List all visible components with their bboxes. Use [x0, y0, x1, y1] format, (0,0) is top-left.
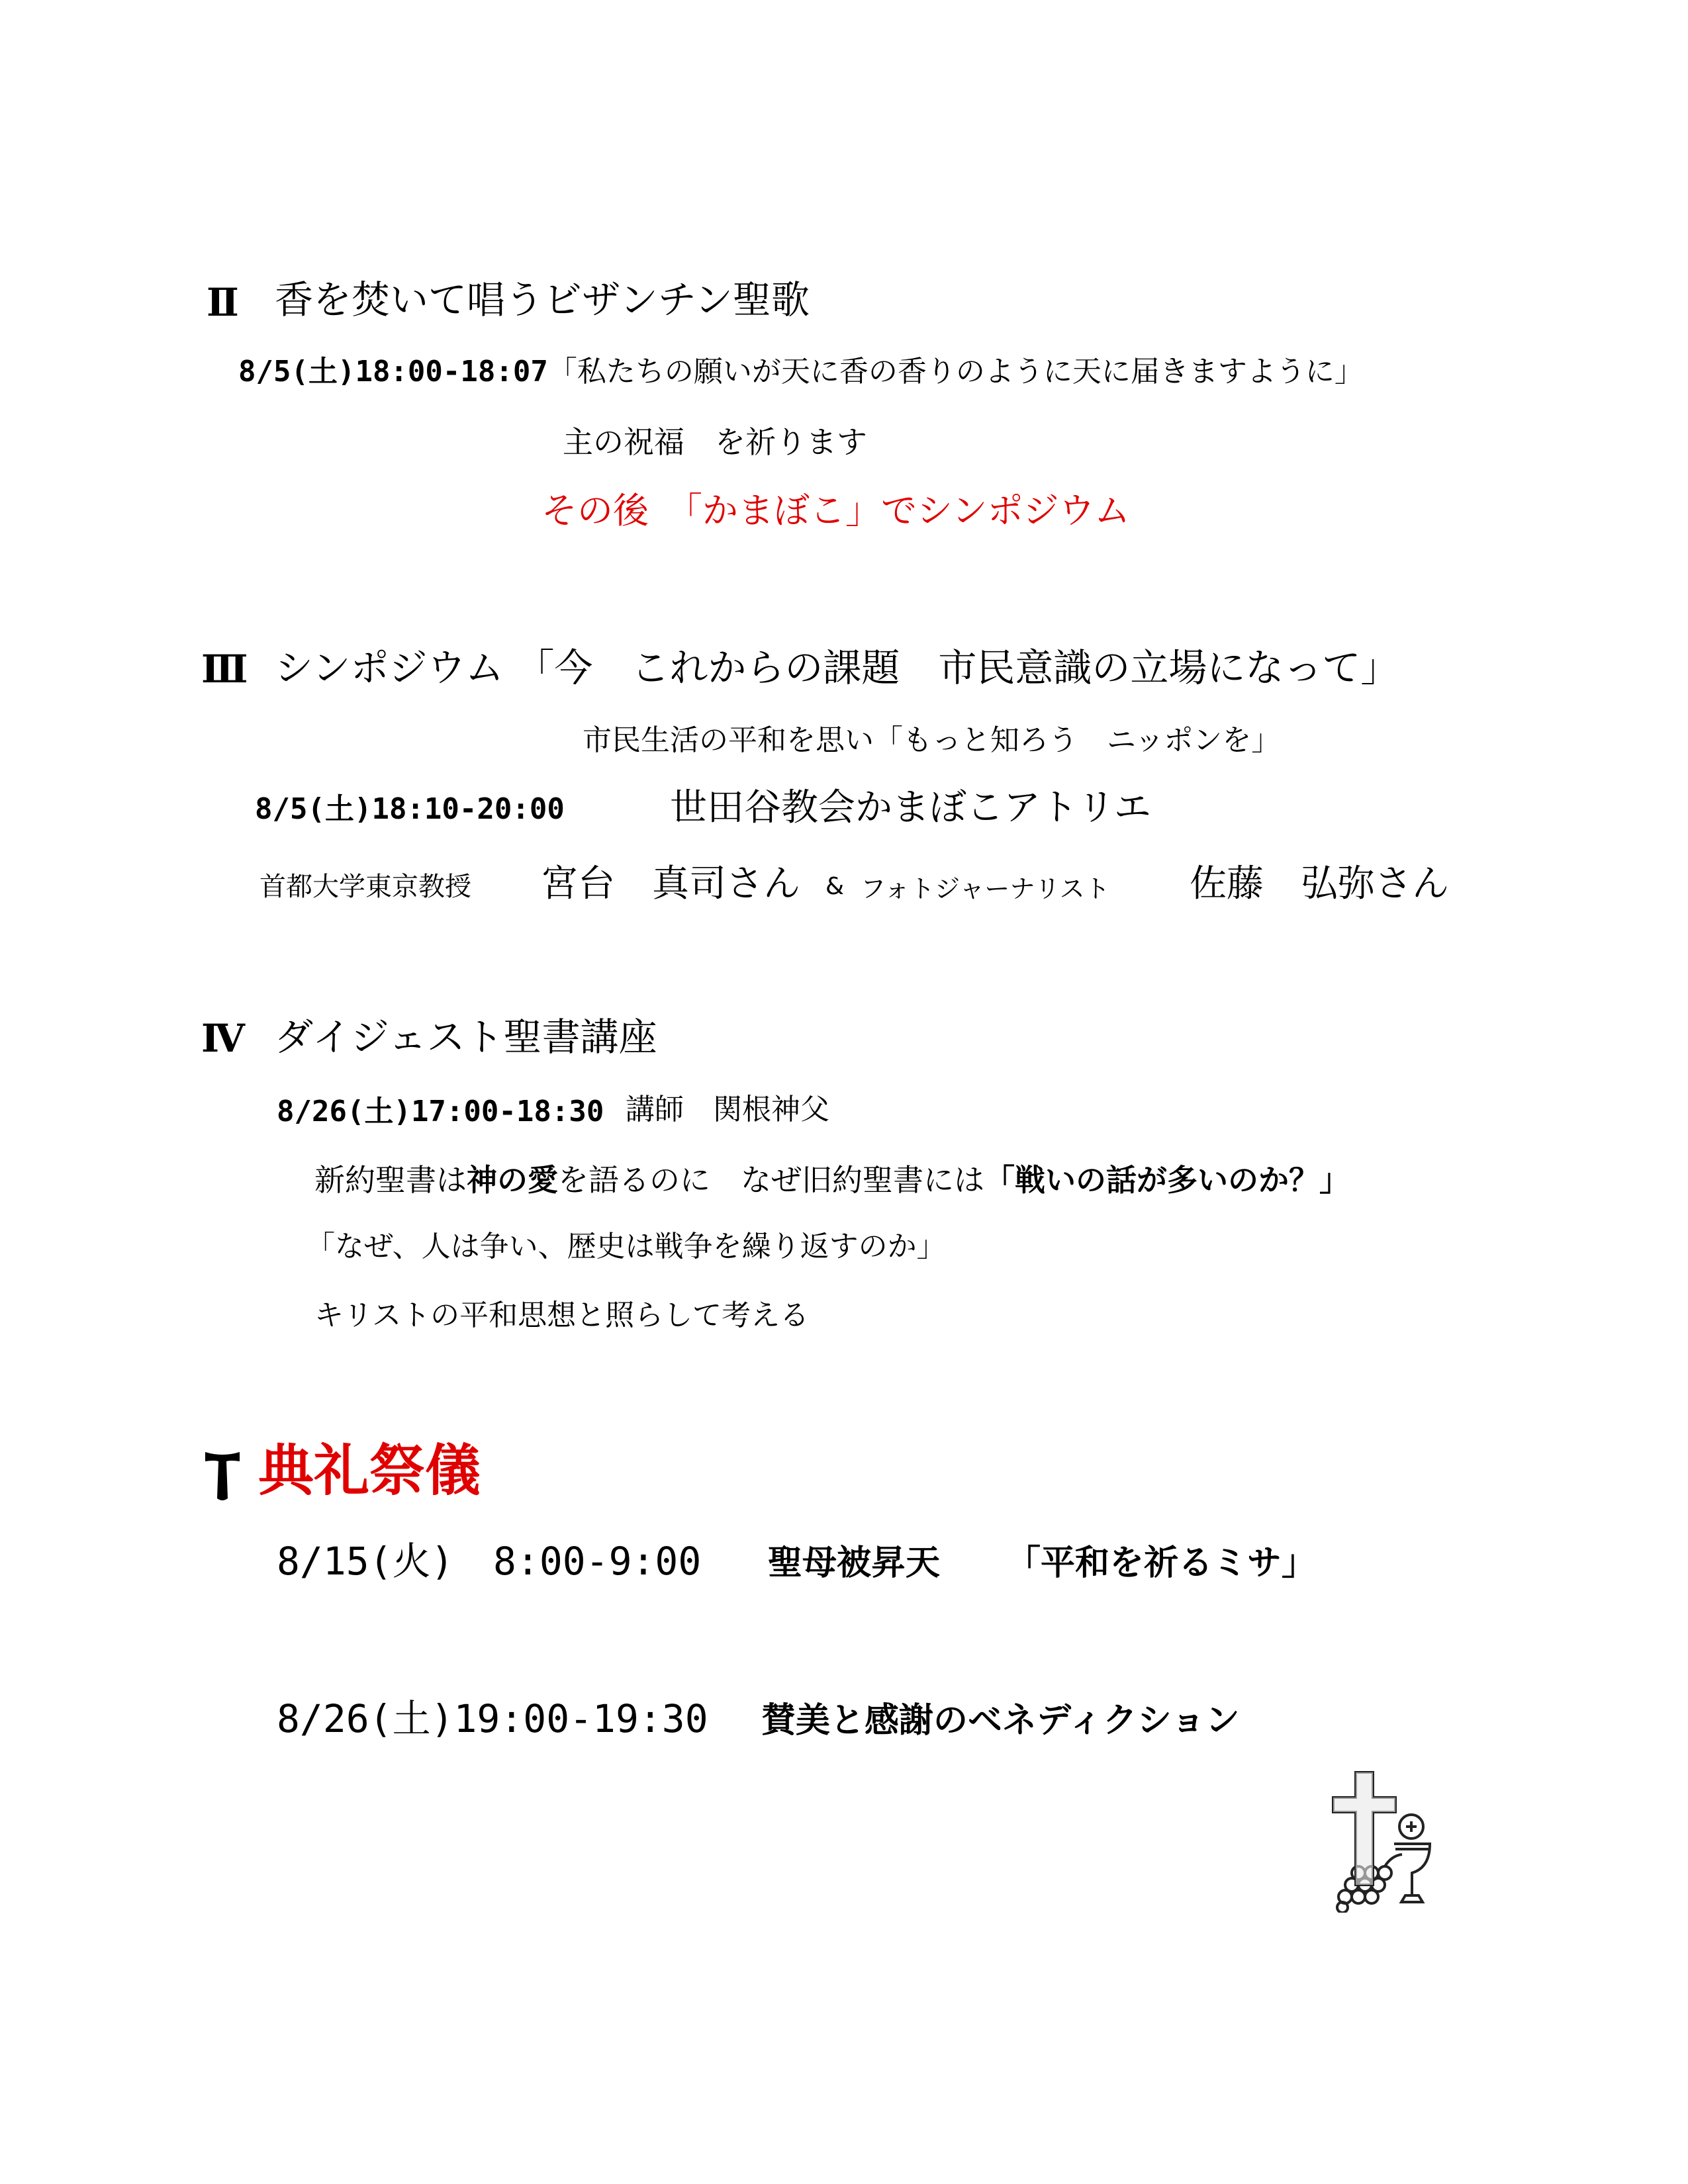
section2-blessing: 主の祝福 を祈ります [563, 424, 867, 460]
section2-quote: 「私たちの願いが天に香の香りのように天に届きますように」 [547, 355, 1364, 388]
section4-title: ダイジェスト聖書講座 [275, 1015, 657, 1060]
section3-speaker2-name: 佐藤 弘弥さん [1190, 862, 1449, 905]
liturgy-event2-name: 賛美と感謝のベネディクション [761, 1701, 1240, 1741]
tau-cross-icon [204, 1449, 241, 1502]
section4-line1-a: 新約聖書は [314, 1162, 467, 1198]
section4-datetime: 8/26(土)17:00-18:30 [277, 1095, 604, 1128]
section2-after: その後 「かまぼこ」でシンポジウム [541, 490, 1131, 531]
section4-line1-b: 神の愛 [467, 1162, 558, 1198]
section2-datetime: 8/5(土)18:00-18:07 [238, 355, 548, 388]
section3-subtitle: 市民生活の平和を思い「もっと知ろう ニッポンを」 [583, 723, 1281, 757]
section3-numeral: Ⅲ [201, 647, 248, 692]
section4-line2: 「なぜ、人は争い、歴史は戦争を繰り返すのか」 [306, 1230, 946, 1263]
section4-line1-d: 「戦いの話が多いのか？」 [984, 1162, 1350, 1198]
section4-line1-c: を語るのに なぜ旧約聖書には [558, 1162, 984, 1198]
liturgy-event1-time: 8:00-9:00 [493, 1539, 702, 1584]
section3-speaker1-name: 宮台 真司さん [541, 862, 800, 905]
liturgy-event1-name: 聖母被昇天 [768, 1543, 941, 1583]
section4-numeral: Ⅳ [201, 1016, 245, 1061]
section3-speaker2-role: フォトジャーナリスト [861, 874, 1110, 903]
section3-datetime: 8/5(土)18:10-20:00 [255, 792, 565, 826]
liturgy-event1-quote: 「平和を祈るミサ」 [1006, 1543, 1317, 1583]
liturgy-title: 典礼祭儀 [258, 1438, 481, 1503]
section2-title: 香を焚いて唱うビザンチン聖歌 [275, 277, 810, 322]
section3-speaker1-role: 首都大学東京教授 [259, 872, 471, 902]
section4-line3: キリストの平和思想と照らして考える [314, 1298, 810, 1332]
section2-numeral: Ⅱ [207, 280, 239, 325]
cross-chalice-grapes-icon [1329, 1767, 1440, 1913]
section3-title: シンポジウム 「今 これからの課題 市民意識の立場になって」 [275, 645, 1399, 690]
liturgy-event2-datetime: 8/26(土)19:00-19:30 [277, 1696, 708, 1741]
section4-lecturer: 講師 関根神父 [626, 1093, 829, 1126]
liturgy-event1-date: 8/15(火) [277, 1539, 454, 1584]
section3-venue: 世田谷教会かまぼこアトリエ [670, 786, 1151, 829]
section3-amp: & [825, 873, 845, 900]
